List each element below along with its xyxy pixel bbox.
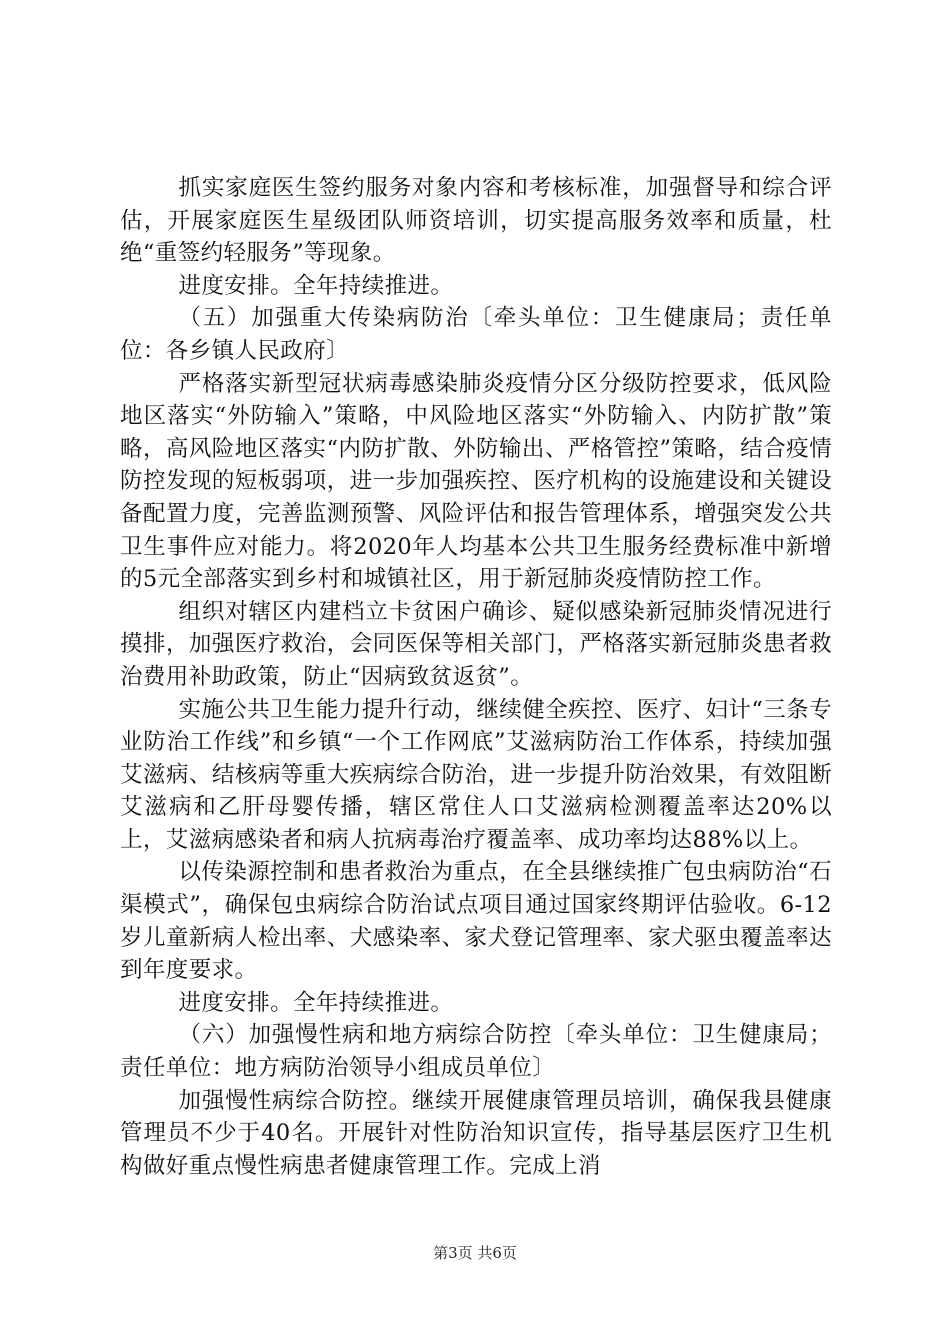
paragraph-aids-prevention: 实施公共卫生能力提升行动，继续健全疾控、医疗、妇计“三条专业防治工作线”和乡镇“一个工作网底”艾滋病防治工作体系，持续加强艾滋病、结核病等重大疾病综合防治，进一步提升防治效果，有效阻断艾滋病和乙肝母婴传播，辖区常住人口艾滋病检测覆盖率达20%以上，艾滋病感染者和病人抗病毒治疗覆盖率、成功率均达88%以上。 (120, 696, 832, 853)
paragraph-schedule-2: 进度安排。全年持续推进。 (178, 989, 454, 1016)
paragraph-chronic-disease: 加强慢性病综合防控。继续开展健康管理员培训，确保我县健康管理员不少于40名。开展针对性防治知识宣传，指导基层医疗卫生机构做好重点慢性病患者健康管理工作。完成上消 (120, 1087, 832, 1179)
paragraph-covid-control: 严格落实新型冠状病毒感染肺炎疫情分区分级防控要求，低风险地区落实“外防输入”策略，中风险地区落实“外防输入、内防扩散”策略，高风险地区落实“内防扩散、外防输出、严格管控”策略，结合疫情防控发现的短板弱项，进一步加强疾控、医疗机构的设施建设和关键设备配置力度，完善监测预警、风险评估和报告管理体系，增强突发公共卫生事件应对能力。将2020年人均基本公共卫生服务经费标准中新增的5元全部落实到乡村和城镇社区，用于新冠肺炎疫情防控工作。 (120, 370, 832, 593)
document-body (120, 172, 832, 1182)
paragraph-schedule-1: 进度安排。全年持续推进。 (178, 272, 454, 299)
paragraph-poverty-covid: 组织对辖区内建档立卡贫困户确诊、疑似感染新冠肺炎情况进行摸排，加强医疗救治，会同医保等相关部门，严格落实新冠肺炎患者救治费用补助政策，防止“因病致贫返贫”。 (120, 598, 832, 690)
page-number-label: 第3页 共6页 (433, 1244, 517, 1262)
section-heading-5: （五）加强重大传染病防治〔牵头单位：卫生健康局；责任单位：各乡镇人民政府〕 (120, 305, 832, 364)
paragraph-echinococcosis: 以传染源控制和患者救治为重点，在全县继续推广包虫病防治“石渠模式”，确保包虫病综合防治试点项目通过国家终期评估验收。6-12岁儿童新病人检出率、犬感染率、家犬登记管理率、家犬驱虫覆盖率达到年度要求。 (120, 859, 832, 984)
paragraph-family-doctor: 抓实家庭医生签约服务对象内容和考核标准，加强督导和综合评估，开展家庭医生星级团队师资培训，切实提高服务效率和质量，杜绝“重签约轻服务”等现象。 (120, 175, 832, 267)
section-heading-6: （六）加强慢性病和地方病综合防控〔牵头单位：卫生健康局；责任单位：地方病防治领导小组成员单位〕 (120, 1022, 832, 1082)
page-footer (0, 1242, 950, 1263)
